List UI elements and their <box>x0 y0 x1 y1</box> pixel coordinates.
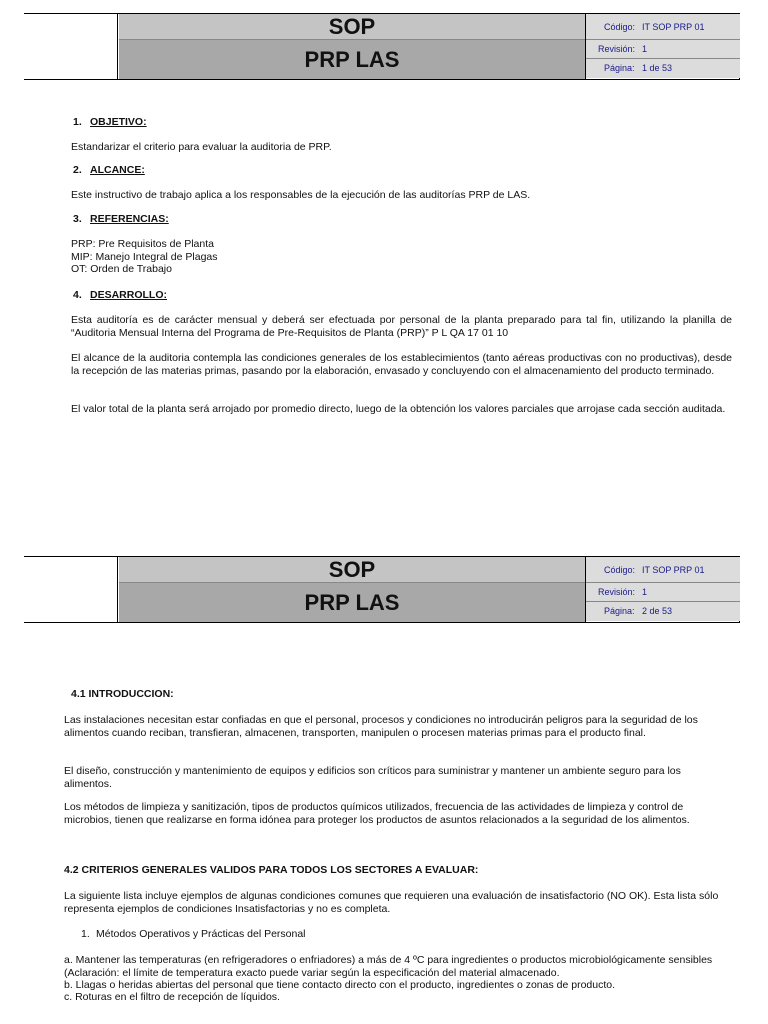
doc-title-prp-las: PRP LAS <box>119 40 585 79</box>
section-title: OBJETIVO: <box>90 116 147 128</box>
logo-box <box>24 557 118 622</box>
list-item-text: Métodos Operativos y Prácticas del Personal <box>96 928 306 940</box>
meta-page-row <box>586 59 740 78</box>
logo-box <box>24 14 118 79</box>
referencias-list <box>71 238 731 276</box>
desarrollo-paragraph-3: El valor total de la planta será arrojado por promedio directo, luego de la obtención los valores parciales que arrojase cada sección auditada. <box>71 403 726 415</box>
intro-heading: 4.1 INTRODUCCION: <box>71 688 174 700</box>
item-c: c. Roturas en el filtro de recepción de líquidos. <box>64 991 280 1003</box>
header-bottom-rule <box>24 622 740 623</box>
doc-meta-table <box>585 14 740 79</box>
meta-revision-row <box>586 583 740 602</box>
section-number: 2. <box>73 164 82 176</box>
reference-item: PRP: Pre Requisitos de Planta <box>71 238 214 250</box>
code-value: IT SOP PRP 01 <box>642 565 705 575</box>
desarrollo-paragraph-2: El alcance de la auditoria contempla las condiciones generales de los establecimientos (tanto aéreas productivas con no productivas), desde la recepción de las materias primas, pasando por la elaboración, envasado y concluyendo con el almacenamiento del producto terminado. <box>71 352 732 377</box>
revision-label: Revisión: <box>598 44 636 54</box>
intro-paragraph-3: Los métodos de limpieza y sanitización, tipos de productos químicos utilizados, frecuencia de las actividades de limpieza y control de microbios, tienen que realizarse en forma idónea para proteger los productos de asuntos relacionados a la seguridad de los alimentos. <box>64 801 690 826</box>
criteria-heading: 4.2 CRITERIOS GENERALES VALIDOS PARA TODOS LOS SECTORES A EVALUAR: <box>64 864 479 876</box>
objetivo-text: Estandarizar el criterio para evaluar la auditoria de PRP. <box>71 141 332 153</box>
doc-title-sop: SOP <box>119 14 585 40</box>
header-bottom-rule <box>24 79 740 80</box>
section-number: 4. <box>73 289 82 301</box>
page1-header <box>0 13 768 81</box>
alcance-text: Este instructivo de trabajo aplica a los responsables de la ejecución de las auditorías PRP de LAS. <box>71 189 531 201</box>
doc-title-prp-las: PRP LAS <box>119 583 585 622</box>
section-heading-alcance <box>73 164 145 176</box>
section-number: 1. <box>73 116 82 128</box>
page-value: 2 de 53 <box>642 606 673 616</box>
reference-item: OT: Orden de Trabajo <box>71 263 172 276</box>
item-b: b. Llagas o heridas abiertas del personal que tiene contacto directo con el producto, ingredientes o zonas de producto. <box>64 979 616 991</box>
desarrollo-paragraph-1: Esta auditoría es de carácter mensual y deberá ser efectuada por personal de la planta preparado para tal fin, utilizando la planilla de “Auditoria Mensual Interna del Programa de Pre-Requisitos de Planta (PRP)” P L QA 17 01 10 <box>71 314 732 339</box>
code-label: Código: <box>604 22 636 32</box>
section-heading-objetivo <box>73 116 147 128</box>
revision-value: 1 <box>642 44 648 54</box>
section-heading-referencias <box>73 213 169 225</box>
code-label: Código: <box>604 565 636 575</box>
page2-header <box>0 556 768 624</box>
section-number: 3. <box>73 213 82 225</box>
intro-paragraph-1: Las instalaciones necesitan estar confiadas en que el personal, procesos y condiciones no introducirán peligros para la seguridad de los alimentos cuando reciban, transfieran, almacenen, transporten, manipulen o procesen materias primas para el producto final. <box>64 714 698 739</box>
section-title: ALCANCE: <box>90 164 145 176</box>
code-value: IT SOP PRP 01 <box>642 22 705 32</box>
revision-label: Revisión: <box>598 587 636 597</box>
list-item-number: 1. <box>81 928 90 940</box>
meta-revision-row <box>586 40 740 59</box>
reference-item: MIP: Manejo Integral de Plagas <box>71 250 218 263</box>
section-title: REFERENCIAS: <box>90 213 169 225</box>
section-heading-desarrollo <box>73 289 167 301</box>
list-item-operativos <box>81 928 721 941</box>
criteria-intro: La siguiente lista incluye ejemplos de algunas condiciones comunes que requieren una evaluación de insatisfactorio (NO OK). Esta lista sólo representa ejemplos de condiciones Insatisfactorias y no es completa. <box>64 890 719 915</box>
item-a: a. Mantener las temperaturas (en refrigeradores o enfriadores) a más de 4 ºC para ingredientes o productos microbiológicamente sensibles (Aclaración: el límite de temperatura exacto puede variar según la especificación del material almacenado. <box>64 954 713 979</box>
page-label: Página: <box>604 606 635 616</box>
page-label: Página: <box>604 63 635 73</box>
meta-code-row <box>586 14 740 40</box>
meta-code-row <box>586 557 740 583</box>
intro-paragraph-2: El diseño, construcción y mantenimiento de equipos y edificios son críticos para suministrar y mantener un ambiente seguro para los alimentos. <box>64 765 681 790</box>
doc-meta-table <box>585 557 740 622</box>
revision-value: 1 <box>642 587 648 597</box>
page-value: 1 de 53 <box>642 63 673 73</box>
section-title: DESARROLLO: <box>90 289 167 301</box>
meta-page-row <box>586 602 740 621</box>
doc-title-sop: SOP <box>119 557 585 583</box>
